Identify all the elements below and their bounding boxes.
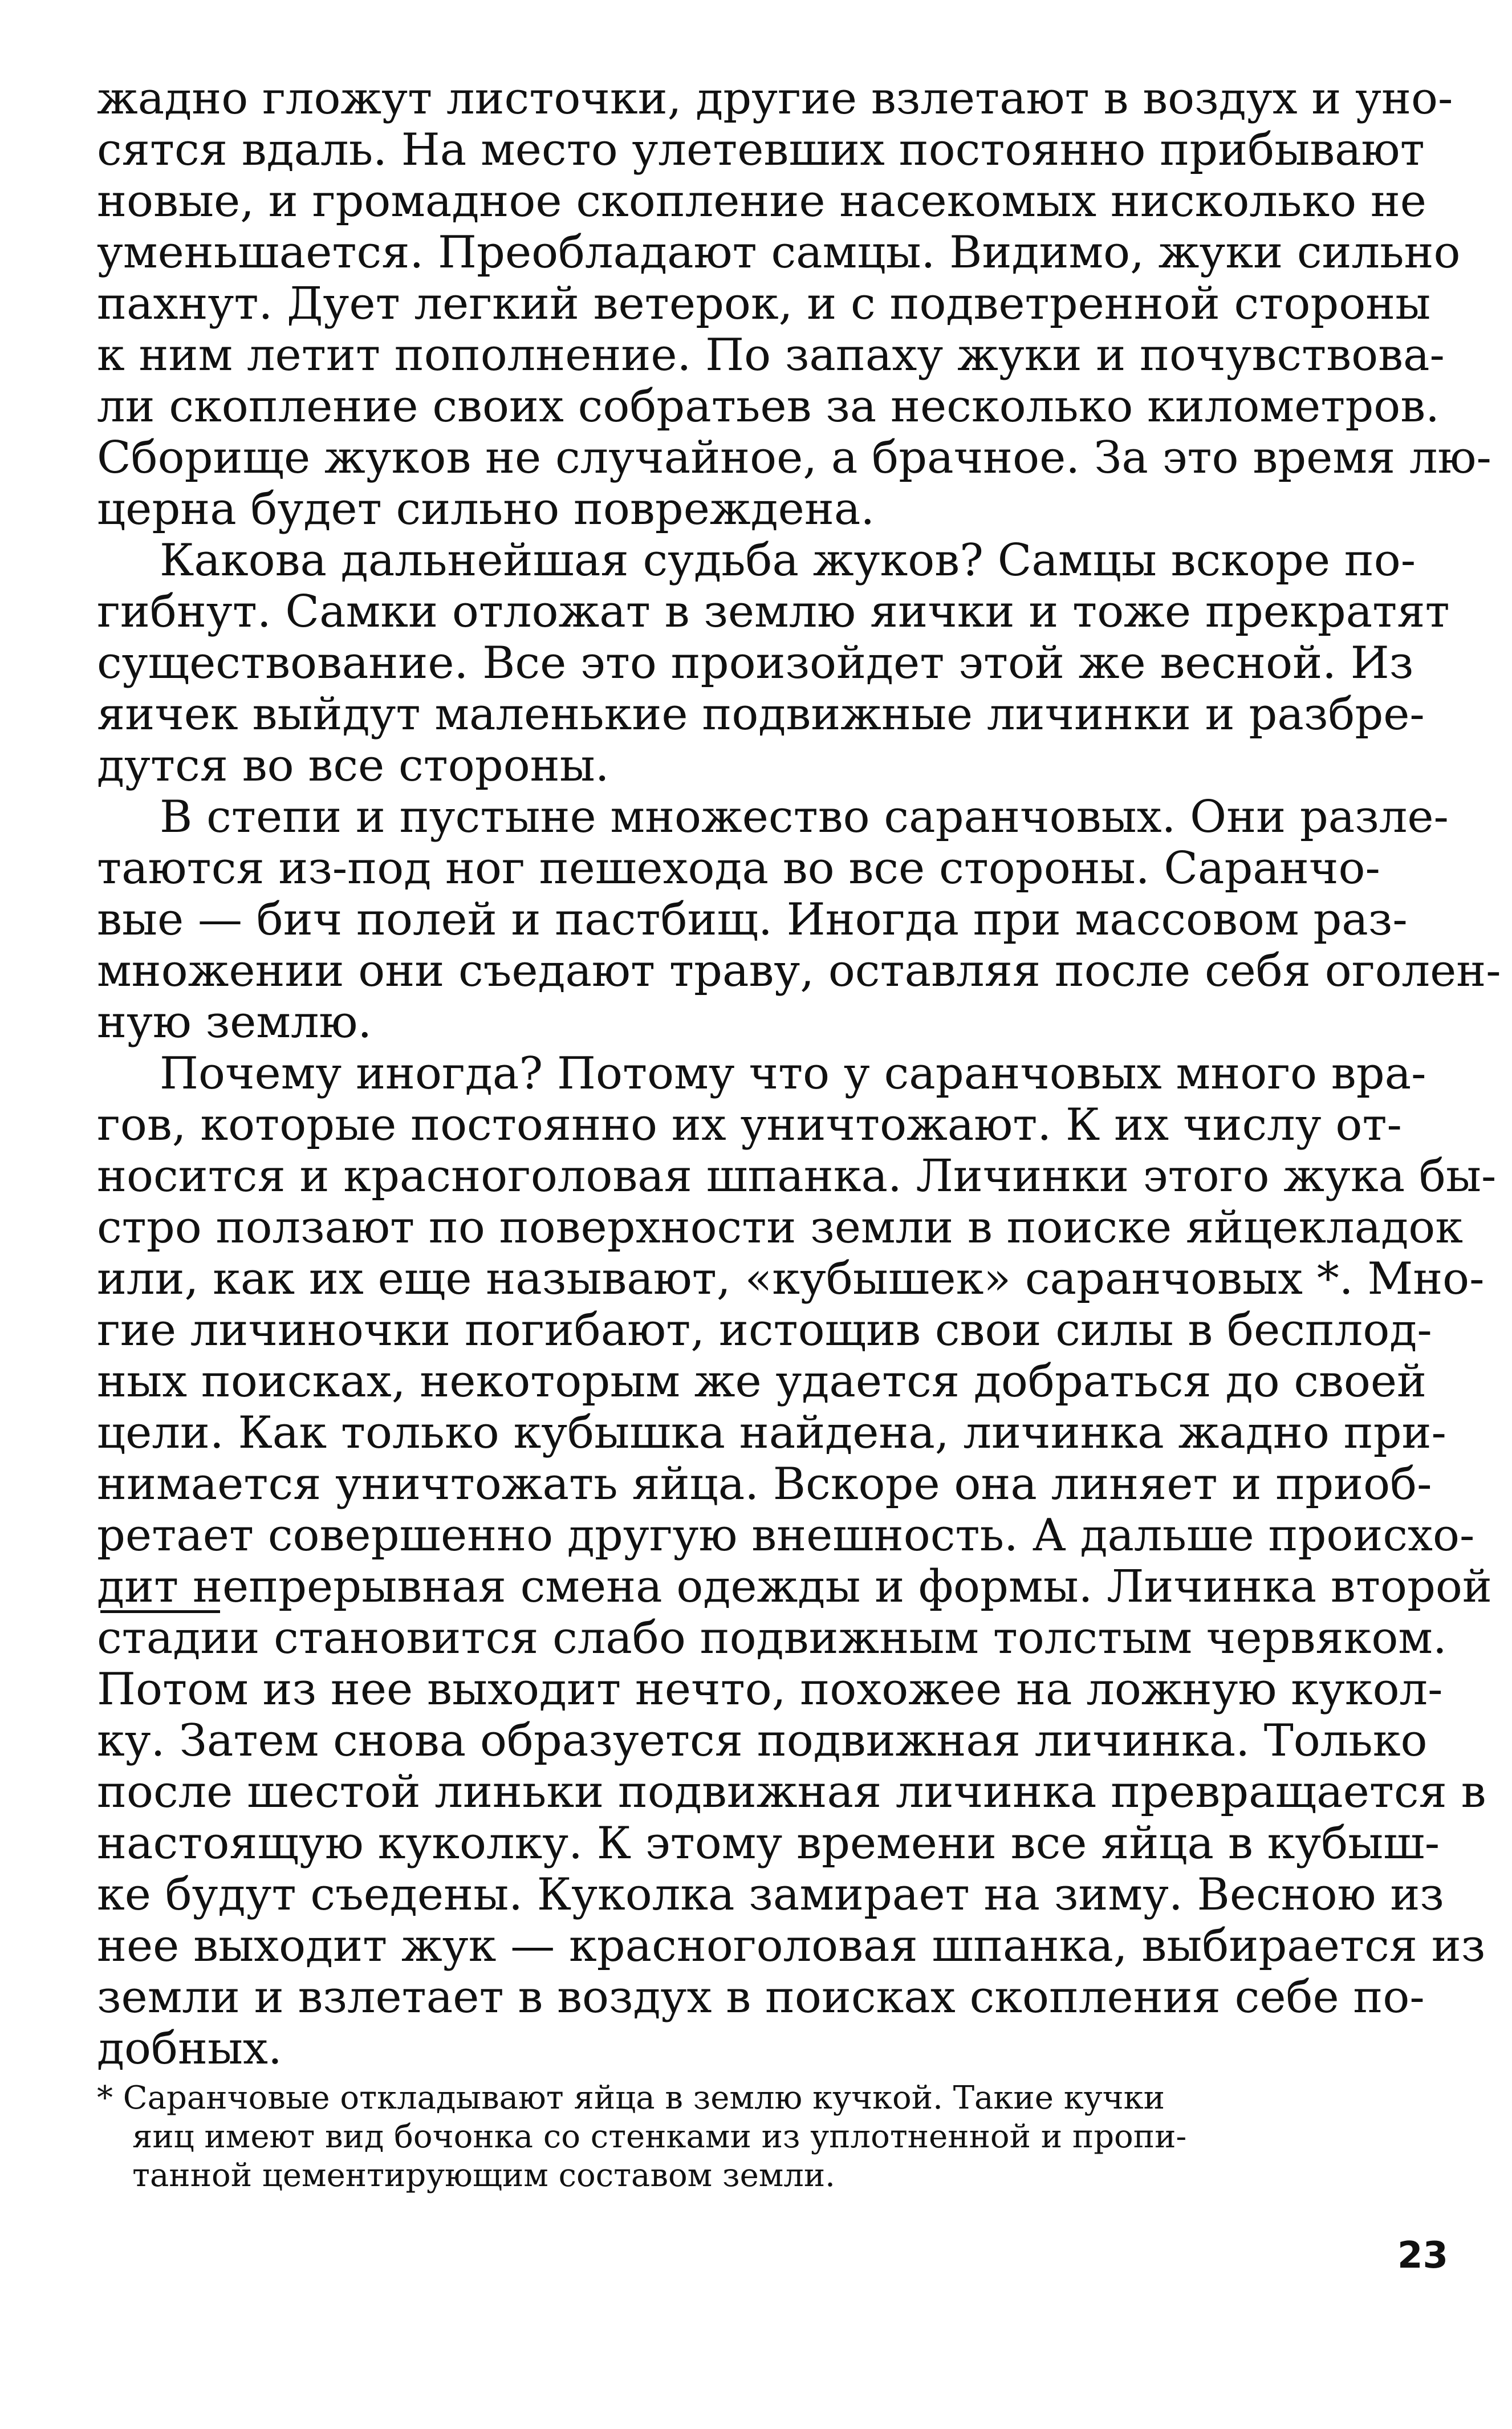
page-number: 23 [1397, 2235, 1448, 2277]
body-line-6: к ним летит пополнение. По запаху жуки и почувствова- [97, 330, 1445, 381]
footnote-line-2: яиц имеют вид бочонка со стенками из уплотненной и пропи- [132, 2118, 1187, 2155]
body-line-19: ную землю. [97, 997, 372, 1048]
body-line-2: сятся вдаль. На место улетевших постоянно прибывают [97, 124, 1425, 176]
body-line-7: ли скопление своих собратьев за несколько километров. [97, 381, 1440, 432]
body-line-25: гие личиночки погибают, истощив свои силы в бесплод- [97, 1305, 1432, 1356]
body-line-29: ретает совершенно другую внешность. А дальше происхо- [97, 1510, 1475, 1561]
footnote-separator [100, 1610, 220, 1613]
body-line-11: гибнут. Самки отложат в землю яички и тоже прекратят [97, 586, 1450, 637]
body-line-12: существование. Все это произойдет этой же весной. Из [97, 637, 1414, 689]
body-line-30: дит непрерывная смена одежды и формы. Личинка второй [97, 1561, 1492, 1612]
footnote-line-1: * Саранчовые откладывают яйца в землю кучкой. Такие кучки [97, 2079, 1165, 2117]
body-line-31: стадии становится слабо подвижным толстым червяком. [97, 1612, 1447, 1664]
body-line-28: нимается уничтожать яйца. Вскоре она линяет и приоб- [97, 1459, 1432, 1510]
body-line-32: Потом из нее выходит нечто, похожее на ложную кукол- [97, 1664, 1443, 1715]
body-line-33: ку. Затем снова образуется подвижная личинка. Только [97, 1715, 1428, 1766]
body-line-26: ных поисках, некоторым же удается добраться до своей [97, 1356, 1427, 1407]
body-line-36: ке будут съедены. Куколка замирает на зиму. Весною из [97, 1869, 1444, 1920]
body-line-34: после шестой линьки подвижная личинка превращается в [97, 1766, 1486, 1818]
body-line-16: таются из-под ног пешехода во все стороны. Саранчо- [97, 843, 1380, 894]
body-line-8: Сборище жуков не случайное, а брачное. За это время лю- [97, 432, 1491, 484]
body-line-10: Какова дальнейшая судьба жуков? Самцы вскоре по- [160, 535, 1416, 586]
body-line-9: церна будет сильно повреждена. [97, 484, 875, 535]
body-line-5: пахнут. Дует легкий ветерок, и с подветренной стороны [97, 278, 1431, 330]
body-line-1: жадно гложут листочки, другие взлетают в воздух и уно- [97, 73, 1453, 124]
body-line-21: гов, которые постоянно их уничтожают. К их числу от- [97, 1099, 1402, 1151]
body-line-23: стро ползают по поверхности земли в поиске яйцекладок [97, 1202, 1463, 1253]
body-line-13: яичек выйдут маленькие подвижные личинки и разбре- [97, 689, 1425, 740]
body-line-35: настоящую куколку. К этому времени все яйца в кубыш- [97, 1818, 1440, 1869]
body-line-38: земли и взлетает в воздух в поисках скопления себе по- [97, 1972, 1425, 2023]
body-line-27: цели. Как только кубышка найдена, личинка жадно при- [97, 1407, 1446, 1459]
body-line-4: уменьшается. Преобладают самцы. Видимо, жуки сильно [97, 227, 1461, 278]
body-line-18: множении они съедают траву, оставляя после себя оголен- [97, 945, 1501, 997]
body-line-3: новые, и громадное скопление насекомых нисколько не [97, 176, 1426, 227]
body-line-37: нее выходит жук — красноголовая шпанка, выбирается из [97, 1920, 1486, 1972]
body-line-15: В степи и пустыне множество саранчовых. Они разле- [160, 791, 1449, 843]
body-line-17: вые — бич полей и пастбищ. Иногда при массовом раз- [97, 894, 1408, 945]
footnote-line-3: танной цементирующим составом земли. [132, 2157, 835, 2194]
body-line-20: Почему иногда? Потому что у саранчовых много вра- [160, 1048, 1426, 1099]
body-line-24: или, как их еще называют, «кубышек» саранчовых *. Мно- [97, 1253, 1485, 1305]
body-line-39: добных. [97, 2023, 282, 2074]
body-line-22: носится и красноголовая шпанка. Личинки этого жука бы- [97, 1151, 1497, 1202]
body-line-14: дутся во все стороны. [97, 740, 609, 791]
